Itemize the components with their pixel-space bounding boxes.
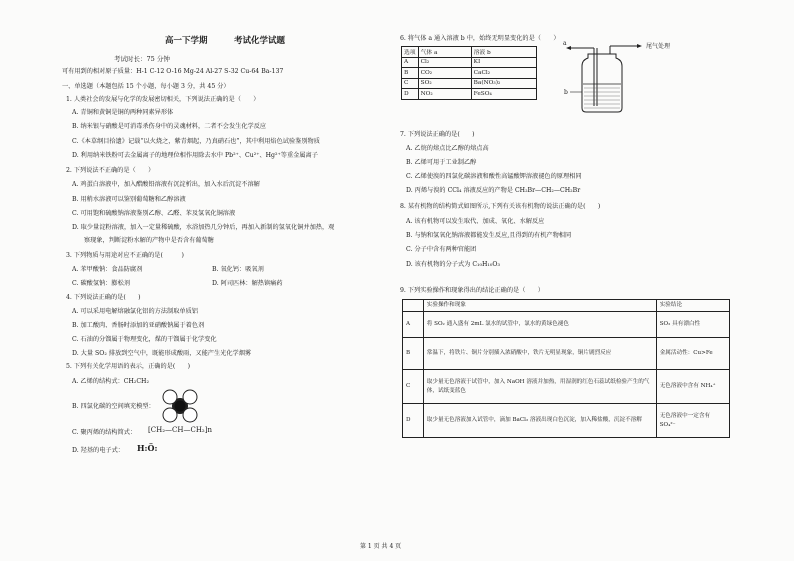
- q9-operation: 取少量无色溶液加入试管中，滴加 BaCl₂ 溶液出现白色沉淀，加入稀盐酸，沉淀不溶解: [423, 404, 656, 438]
- q9-conclusion: 金属活动性：Cu>Fe: [656, 338, 729, 370]
- q4-stem: 4. 下列说法正确的是( ): [66, 294, 141, 301]
- q9-stem: 9. 下列实验操作和现象得出的结论正确的是（ ）: [400, 287, 544, 294]
- q2-stem: 2. 下列说法不正确的是（ ）: [66, 167, 155, 174]
- table-row: [403, 312, 730, 338]
- q5-option-a: A. 乙烯的结构式：CH₂CH₂: [72, 378, 149, 385]
- q9-option: D: [403, 404, 424, 438]
- q6-cell: Cl₂: [418, 57, 471, 68]
- q2-option-a: A. 鸡蛋白溶液中，加入醋酸铅溶液有沉淀析出，加入水后沉淀不溶解: [72, 181, 260, 188]
- q6-stem: 6. 将气体 a 通入溶液 b 中，始终无明显变化的是（ ）: [400, 35, 560, 42]
- q6-cell: FeSO₄: [471, 89, 536, 100]
- q6-table: [401, 46, 537, 100]
- q6-cell: KI: [471, 57, 536, 68]
- q8-stem: 8. 某有机物的结构简式如图所示,下列有关该有机物的说法正确的是( ): [400, 203, 601, 210]
- q9-header-operation: 实验操作和现象: [423, 300, 656, 312]
- q6-cell: B: [402, 68, 419, 79]
- q4-option-c: C. 石油的分馏属于物理变化，煤的干馏属于化学变化: [72, 336, 217, 343]
- solution-b-label: b: [564, 89, 568, 96]
- q1-option-b: B. 纳米银与硝酸是可消毒杀伤身中的灵魂材料，二者不会发生化学反应: [72, 123, 267, 130]
- q5-stem: 5. 下列有关化学用语的表示，正确的是( ): [66, 363, 191, 370]
- q9-option: B: [403, 338, 424, 370]
- table-row: [403, 338, 730, 370]
- q6-cell: C: [402, 78, 419, 89]
- q9-option: A: [403, 312, 424, 338]
- gas-a-label: a: [563, 40, 567, 47]
- table-row: [402, 57, 537, 68]
- q9-conclusion: SO₂ 具有漂白性: [656, 312, 729, 338]
- q1-stem: 1. 人类社会的发展与化学的发展密切相关，下列说法正确的是（ ）: [66, 96, 260, 103]
- q6-cell: NO₂: [418, 89, 471, 100]
- q6-header-solution: 溶液 b: [471, 47, 536, 58]
- grade-title: 高一下学期: [165, 36, 208, 46]
- q9-operation: 将 SO₂ 通入盛有 2mL 氯水的试管中，氯水的黄绿色褪色: [423, 312, 656, 338]
- atomic-masses: 可有用到的相对原子质量：H-1 C-12 O-16 Mg-24 Al-27 S-32 Cu-64 Ba-137: [62, 68, 284, 75]
- q8-option-c: C. 分子中含有两种官能团: [406, 246, 477, 253]
- q8-option-d: D. 该有机物的分子式为 C₁₀H₁₀O₃: [406, 261, 500, 268]
- q1-option-d: D. 利用纳米铁粉可去金属离子的地理位相作用除去水中 Pb²⁺、Cu²⁺、Hg²⁺等重金属离子: [72, 152, 318, 159]
- q6-header-gas: 气体 a: [418, 47, 471, 58]
- table-row: [402, 78, 537, 89]
- table-row: [402, 68, 537, 79]
- q2-option-d: D. 取少量淀粉溶液，加入一定量稀硫酸，水浴加热几分钟后，再加入新制的氢氧化铜并加热，观: [72, 224, 335, 231]
- q9-conclusion: 无色溶液中含有 NH₄⁺: [656, 370, 729, 404]
- q2-option-d-cont: 察现象，判断淀粉水解的产物中是否含有葡萄糖: [84, 237, 214, 244]
- exam-time: 考试时长：75 分钟: [114, 55, 170, 63]
- q6-cell: Ba(NO₃)₂: [471, 78, 536, 89]
- q9-conclusion: 无色溶液中一定含有 SO₄²⁻: [656, 404, 729, 438]
- q6-cell: D: [402, 89, 419, 100]
- q4-option-b: B. 加工酸肉、香肠时添加的亚硝酸钠属于着色剂: [72, 322, 205, 329]
- q3-stem: 3. 下列物质与用途对应不正确的是( ): [66, 252, 184, 259]
- q5-option-c: C. 聚丙烯的结构简式：: [72, 429, 137, 436]
- table-row: [403, 370, 730, 404]
- polypropylene-formula: [CH₂—CH—CH₂]n: [148, 426, 212, 434]
- tail-gas-label: 尾气处理: [646, 43, 671, 50]
- q9-operation: 取少量无色溶液于试管中，加入 NaOH 溶液并加热，用湿润的红色石蕊试纸检验产生的气体，试纸变蓝色: [423, 370, 656, 404]
- q3-option-a: A. 苯甲酸钠：食品防腐剂: [72, 266, 143, 273]
- q7-option-c: C. 乙烯使溴的四氯化碳溶液和酸性高锰酸钾溶液褪色的原理相同: [406, 173, 582, 180]
- q8-option-a: A. 该有机物可以发生取代、加成、氧化、水解反应: [406, 218, 545, 225]
- q3-option-b: B. 氧化钙：吸氧剂: [212, 266, 264, 273]
- q3-option-c: C. 碳酸氢钠：膨松剂: [72, 280, 130, 287]
- q6-cell: CaCl₂: [471, 68, 536, 79]
- q1-option-a: A. 青铜和黄铜是铜的两种同素异形体: [72, 109, 174, 116]
- page-number: 第 1 页 共 4 页: [360, 543, 402, 550]
- q7-option-d: D. 丙烯与溴的 CCl₄ 溶液反应的产物是 CH₂Br—CH₂—CH₂Br: [406, 187, 581, 194]
- q9-header-conclusion: 实验结论: [656, 300, 729, 312]
- q7-stem: 7. 下列说法正确的是( ): [400, 131, 475, 138]
- table-row: [402, 89, 537, 100]
- q5-option-b: B. 四氯化碳的空间填充模型：: [72, 403, 155, 410]
- q9-operation: 常温下，将铁片、铜片分别插入浓硝酸中，铁片无明显现象，铜片剧烈反应: [423, 338, 656, 370]
- section-heading: 一、单选题（本题包括 15 个小题，每小题 3 分，共 45 分）: [62, 83, 230, 90]
- q7-option-b: B. 乙烯可用于工业制乙醇: [406, 159, 477, 166]
- q5-option-d: D. 羟基的电子式：: [72, 447, 124, 454]
- q3-option-d: D. 阿司匹林：解热镇痛药: [212, 280, 283, 287]
- q2-option-b: B. 用稍水溶液可以鉴别葡萄糖和乙醇溶液: [72, 196, 186, 203]
- q7-option-a: A. 乙烷的熔点比乙醇的熔点高: [406, 145, 489, 152]
- q6-cell: CO₂: [418, 68, 471, 79]
- table-row: [403, 404, 730, 438]
- q4-option-a: A. 可以采用电解熔融氯化铝的方法制取单质铝: [72, 308, 198, 315]
- q6-header-option: 选项: [402, 47, 419, 58]
- q6-cell: A: [402, 57, 419, 68]
- ccl4-space-filling-model: [158, 388, 202, 424]
- q8-option-b: B. 与钠和氢氧化钠溶液都能发生反应,且得到的有机产物相同: [406, 232, 572, 239]
- q6-cell: SO₂: [418, 78, 471, 89]
- q1-option-c: C.《本草纲目拾遗》记载“以火烧之，紫青烟起，乃真硝石也”，其中利用焰色试验鉴别物质: [72, 138, 320, 145]
- q2-option-c: C. 可用饱和硫酸钠溶液鉴别乙醇、乙醛、苯及氢氧化铜溶液: [72, 210, 236, 217]
- exam-title: 考试化学试题: [234, 36, 286, 46]
- hydroxyl-electron-formula: H:Ö:: [137, 443, 158, 453]
- q4-option-d: D. 大量 SO₂ 排放到空气中，既能形成酸雨，又能产生光化学烟雾: [72, 350, 252, 357]
- q9-table: [402, 299, 730, 438]
- q9-option: C: [403, 370, 424, 404]
